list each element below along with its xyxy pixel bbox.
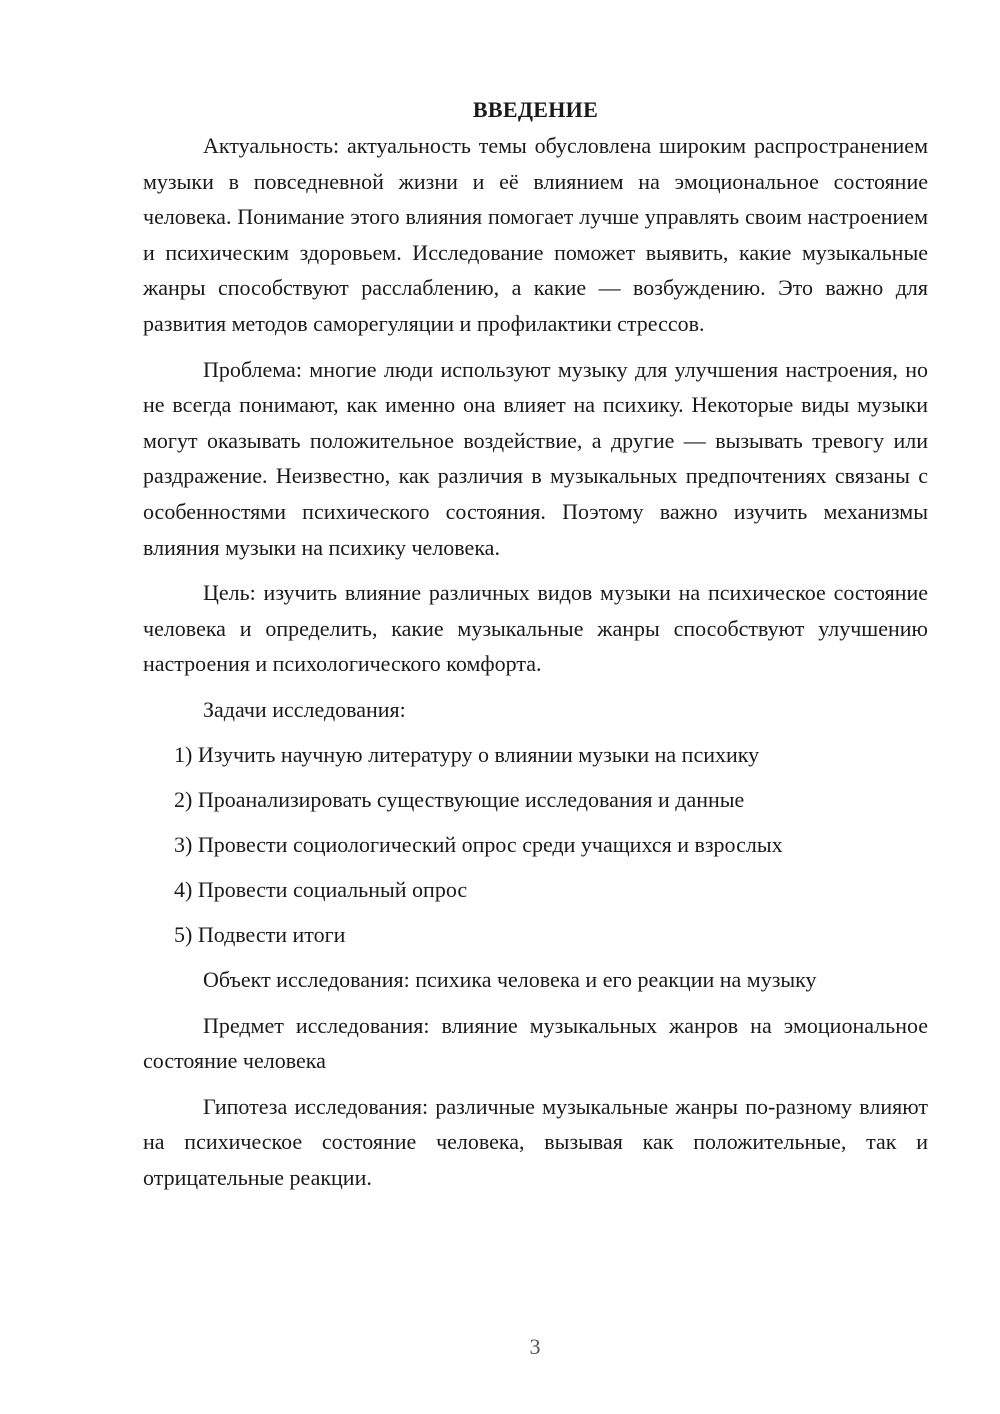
task-item-3: 3) Провести социологический опрос среди учащихся и взрослых bbox=[174, 832, 783, 858]
page-number: 3 bbox=[529, 1334, 541, 1359]
tasks-heading: Задачи исследования: bbox=[203, 696, 406, 722]
page-content bbox=[143, 92, 928, 1206]
task-item-5: 5) Подвести итоги bbox=[174, 922, 346, 948]
task-item-2: 2) Проанализировать существующие исследования и данные bbox=[174, 787, 745, 813]
task-item-1: 1) Изучить научную литературу о влиянии музыки на психику bbox=[174, 742, 760, 767]
research-object: Объект исследования: психика человека и его реакции на музыку bbox=[203, 967, 817, 993]
section-heading: ВВЕДЕНИЕ bbox=[472, 97, 599, 122]
research-hypothesis: Гипотеза исследования: различные музыкальные жанры по-разному влияют на психическое состояние человека, вызывая как положительные, так и отрицательные реакции. bbox=[143, 1093, 928, 1190]
task-item-4: 4) Провести социальный опрос bbox=[174, 877, 468, 903]
relevance-paragraph: Актуальность: актуальность темы обусловлена широким распространением музыки в повседневной жизни и её влиянием на эмоциональное состояние человека. Понимание этого влияния помогает лучше управлять своим настроением и психическим здоровьем. Исследование поможет выявить, какие музыкальные жанры способствуют расслаблению, а какие — возбуждению. Это важно для развития методов саморегуляции и профилактики стрессов. bbox=[143, 133, 928, 336]
goal-paragraph: Цель: изучить влияние различных видов музыки на психическое состояние человека и определить, какие музыкальные жанры способствуют улучшению настроения и психологического комфорта. bbox=[143, 580, 928, 677]
problem-paragraph: Проблема: многие люди используют музыку для улучшения настроения, но не всегда понимают, как именно она влияет на психику. Некоторые виды музыки могут оказывать положительное воздействие, а другие — вызывать тревогу или раздражение. Неизвестно, как различия в музыкальных предпочтениях связаны с особенностями психического состояния. Поэтому важно изучить механизмы влияния музыки на психику человека. bbox=[143, 356, 928, 560]
research-subject: Предмет исследования: влияние музыкальных жанров на эмоциональное состояние человека bbox=[143, 1012, 928, 1074]
